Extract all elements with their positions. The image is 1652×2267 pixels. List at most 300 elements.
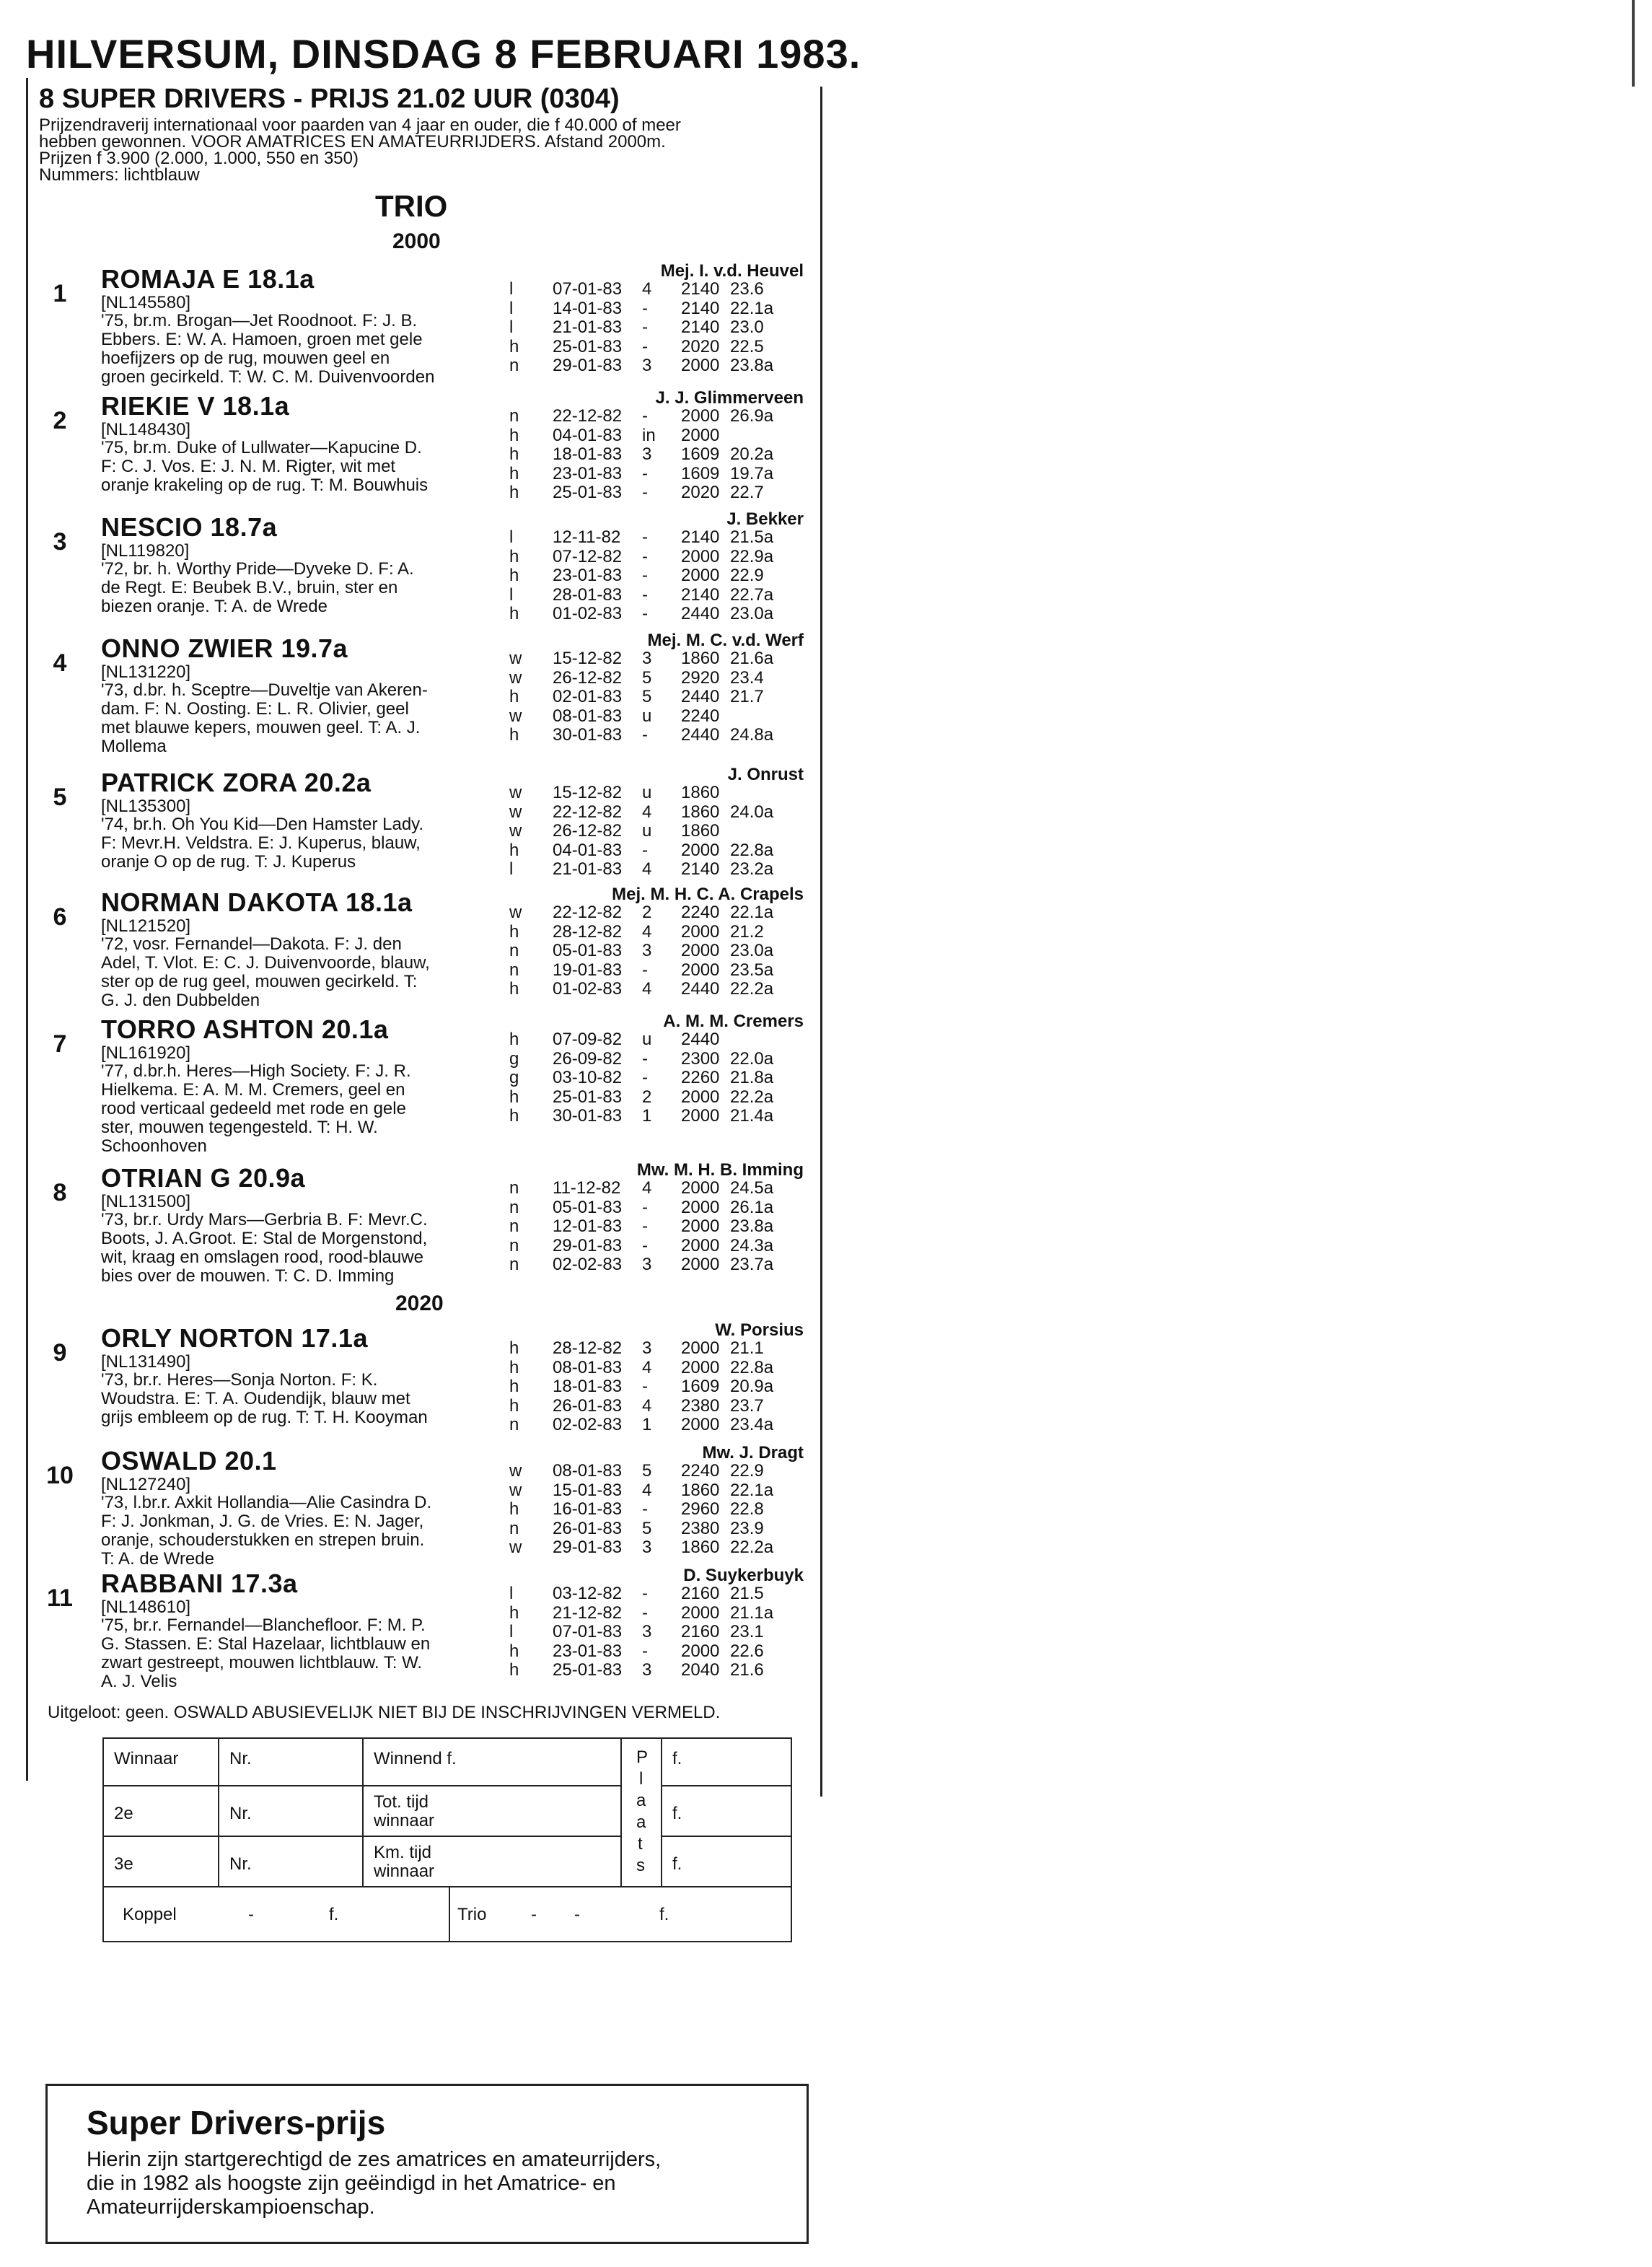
result-plaats-letter: s [636,1856,645,1875]
description-line: rood verticaal gedeeld met rode en gele [101,1099,406,1118]
horse-number: 8 [53,1179,67,1206]
result-f-label: f. [672,1804,682,1823]
description-line: '73, d.br. h. Sceptre—Duveltje van Akeren- [101,680,428,700]
form-time: 22.0a [730,1048,774,1069]
form-time: 22.2a [730,979,774,999]
form-place: 5 [642,667,652,688]
form-time: 21.2 [730,921,764,942]
result-form-cell [219,1739,364,1786]
form-row [505,1339,808,1359]
horse-number: 11 [47,1584,73,1612]
form-date: 14-01-83 [553,298,623,318]
form-track: n [509,1255,519,1274]
form-place: - [642,1499,648,1519]
result-km-tijd-label: winnaar [374,1862,435,1881]
horse-name: RABBANI 17.3a [101,1569,298,1598]
form-place: - [642,336,648,356]
form-row [505,961,808,981]
form-row [505,1538,808,1558]
driver-name: J. Onrust [727,765,804,784]
driver-name: A. M. M. Cremers [663,1012,804,1031]
form-place: 1 [642,1415,652,1434]
form-track: w [509,1461,522,1481]
form-row [505,1642,808,1662]
form-track: l [509,859,514,879]
form-distance: 2000 [681,406,720,426]
description-line: '73, br.r. Heres—Sonja Norton. F: K. [101,1370,378,1390]
result-form-cell [364,1786,622,1837]
horse-registration: [NL148610] [101,1597,191,1617]
horse-number: 4 [53,649,67,677]
form-row [505,465,808,484]
form-distance: 1860 [681,802,720,822]
horse-name: ROMAJA E 18.1a [101,264,315,294]
form-time: 21.6a [730,649,774,668]
form-place: in [642,425,656,445]
form-track: w [509,1480,522,1500]
form-time: 19.7a [730,463,774,483]
form-date: 26-01-83 [553,1518,623,1538]
form-place: 2 [642,1087,652,1107]
form-place: u [642,783,652,802]
form-row [505,649,808,669]
form-place: - [642,960,648,980]
description-line: '73, l.br.r. Axkit Hollandia—Alie Casindra D. [101,1493,432,1512]
horse-registration: [NL135300] [101,797,191,816]
result-form-cell [104,1786,219,1837]
info-box [45,2084,809,2244]
form-time: 22.7a [730,584,774,605]
horse-description [101,560,501,616]
form-place: - [642,406,648,426]
horse-number: 2 [53,407,67,434]
form-place: 3 [642,1338,652,1358]
form-distance: 2440 [681,1030,720,1049]
form-time: 22.9 [730,1461,764,1481]
form-date: 26-12-82 [553,667,623,688]
form-time: 22.5 [730,336,764,356]
form-date: 25-01-83 [553,1087,623,1107]
description-line: grijs embleem op de rug. T: T. H. Kooyman [101,1408,428,1427]
form-row [505,942,808,961]
driver-name: J. Bekker [726,509,804,529]
form-distance: 2000 [681,941,720,960]
form-date: 05-01-83 [553,1197,623,1217]
form-row [505,299,808,319]
form-time: 21.8a [730,1068,774,1087]
form-row [505,923,808,942]
result-form-cell [104,1837,219,1887]
result-plaats-letter: a [636,1812,646,1832]
description-line: '72, br. h. Worthy Pride—Dyveke D. F: A. [101,559,414,579]
form-place: - [642,840,648,860]
description-line: met blauwe kepers, mouwen geel. T: A. J. [101,718,421,737]
form-distance: 2160 [681,1584,720,1603]
horse-registration: [NL131220] [101,662,191,682]
form-row [505,1604,808,1623]
left-border-line [26,78,28,1781]
form-date: 01-02-83 [553,979,623,999]
form-row [505,903,808,923]
form-distance: 2140 [681,859,720,879]
form-date: 26-09-82 [553,1048,623,1069]
description-line: zwart gestreept, mouwen lichtblauw. T: W. [101,1653,423,1672]
form-distance: 2440 [681,687,720,706]
form-date: 23-01-83 [553,463,623,483]
form-distance: 1609 [681,463,720,483]
form-track: w [509,667,522,688]
result-plaats-cell [622,1739,662,1887]
form-distance: 2000 [681,1255,720,1274]
form-place: 5 [642,1461,652,1481]
form-time: 26.9a [730,406,774,426]
form-distance: 2380 [681,1518,720,1538]
form-row [505,1661,808,1680]
driver-name: Mw. J. Dragt [702,1443,804,1463]
form-row [505,1500,808,1520]
form-date: 15-12-82 [553,783,623,802]
form-date: 23-01-83 [553,1641,623,1661]
horse-description [101,1211,501,1286]
form-row [505,1377,808,1397]
driver-name: Mej. I. v.d. Heuvel [660,261,804,281]
form-row [505,1107,808,1126]
form-track: h [509,336,519,356]
description-line: F: J. Jonkman, J. G. de Vries. E: N. Jager, [101,1512,424,1531]
form-time: 22.1a [730,903,774,922]
form-table [505,784,808,880]
description-line: Hielkema. E: A. M. M. Cremers, geel en [101,1080,405,1100]
form-place: u [642,821,652,841]
form-track: n [509,1197,519,1217]
form-time: 20.2a [730,444,774,464]
form-time: 23.9 [730,1518,764,1538]
race-conditions-line: Prijzen f 3.900 (2.000, 1.000, 550 en 350) [39,149,359,168]
form-date: 07-01-83 [553,279,623,299]
form-distance: 1860 [681,1480,720,1500]
form-place: - [642,584,648,605]
form-distance: 1609 [681,1377,720,1396]
form-track: h [509,1377,519,1396]
form-row [505,338,808,357]
horse-description [101,815,501,872]
form-distance: 2140 [681,584,720,605]
form-row [505,803,808,823]
form-distance: 2000 [681,425,720,445]
description-line: '75, br.m. Brogan—Jet Roodnoot. F: J. B. [101,311,418,330]
form-time: 23.1 [730,1622,764,1641]
form-distance: 2000 [681,1235,720,1255]
horse-number: 1 [53,280,67,307]
form-date: 02-01-83 [553,687,623,706]
form-time: 24.3a [730,1235,774,1255]
horse-registration: [NL148430] [101,420,191,439]
form-distance: 2160 [681,1622,720,1641]
form-place: 4 [642,921,652,942]
form-row [505,1030,808,1050]
form-place: 4 [642,859,652,879]
form-track: n [509,1216,519,1236]
form-date: 18-01-83 [553,1377,623,1396]
form-place: - [642,1197,648,1217]
form-track: h [509,444,519,464]
form-table [505,407,808,503]
form-time: 24.8a [730,725,774,745]
form-date: 25-01-83 [553,336,623,356]
horse-name: ORLY NORTON 17.1a [101,1323,368,1353]
form-track: l [509,584,514,605]
form-track: h [509,1641,519,1661]
form-table [505,1339,808,1435]
form-distance: 2000 [681,1357,720,1377]
form-date: 08-01-83 [553,1357,623,1377]
form-date: 29-01-83 [553,1538,623,1557]
result-koppel-label: Koppel [123,1905,177,1924]
form-distance: 2240 [681,1461,720,1481]
form-row [505,356,808,376]
driver-name: Mej. M. C. v.d. Werf [647,631,804,650]
description-line: dam. F: N. Oosting. E: L. R. Olivier, geel [101,699,409,719]
form-time: 21.1a [730,1602,774,1623]
form-time: 21.6 [730,1660,764,1680]
result-form-cell [219,1837,364,1887]
form-place: 4 [642,802,652,822]
form-time: 22.2a [730,1538,774,1557]
form-time: 23.5a [730,960,774,980]
form-date: 26-01-83 [553,1395,623,1416]
form-track: n [509,960,519,980]
driver-name: Mej. M. H. C. A. Crapels [612,885,804,904]
horse-description [101,935,501,1010]
horse-registration: [NL121520] [101,916,191,936]
form-distance: 2380 [681,1395,720,1416]
horse-name: OTRIAN G 20.9a [101,1163,306,1193]
form-distance: 2000 [681,1106,720,1126]
form-row [505,483,808,503]
result-tot-tijd-label: winnaar [374,1811,435,1830]
form-distance: 2440 [681,979,720,999]
form-track: w [509,783,522,802]
form-place: 3 [642,356,652,375]
description-line: oranje, schouderstukken en strepen bruin. [101,1530,425,1550]
form-track: h [509,979,519,999]
horse-name: PATRICK ZORA 20.2a [101,768,372,797]
form-date: 07-01-83 [553,1622,623,1641]
form-track: h [509,1106,519,1126]
form-date: 05-01-83 [553,941,623,960]
form-date: 29-01-83 [553,1235,623,1255]
form-date: 01-02-83 [553,604,623,623]
form-row [505,784,808,803]
horse-registration: [NL119820] [101,541,190,561]
form-date: 15-01-83 [553,1480,623,1500]
form-place: - [642,725,648,745]
form-distance: 2140 [681,298,720,318]
form-place: 3 [642,941,652,960]
race-heading: 8 SUPER DRIVERS - PRIJS 21.02 UUR (0304) [39,84,620,114]
form-track: h [509,840,519,860]
form-distance: 2000 [681,356,720,375]
result-dash: - [248,1905,254,1924]
form-place: - [642,546,648,566]
description-line: '73, br.r. Urdy Mars—Gerbria B. F: Mevr.C. [101,1210,428,1229]
result-f-label: f. [329,1905,339,1924]
form-date: 28-12-82 [553,1338,623,1358]
form-row [505,318,808,338]
form-place: 1 [642,1106,652,1126]
form-row [505,1623,808,1642]
form-distance: 1860 [681,821,720,841]
horse-registration: [NL145580] [101,293,191,312]
race-conditions-line: hebben gewonnen. VOOR AMATRICES EN AMATEURRIJDERS. Afstand 2000m. [39,132,666,152]
form-track: h [509,921,519,942]
result-form-cell [364,1837,622,1887]
description-line: oranje O op de rug. T: J. Kuperus [101,852,356,872]
form-row [505,1179,808,1198]
form-date: 25-01-83 [553,483,623,502]
description-line: de Regt. E: Beubek B.V., bruin, ster en [101,578,398,597]
form-date: 19-01-83 [553,960,623,980]
form-distance: 2000 [681,1178,720,1198]
form-track: h [509,1660,519,1680]
form-place: - [642,1048,648,1069]
form-row [505,548,808,567]
description-line: '75, br.r. Fernandel—Blanchefloor. F: M. P. [101,1615,426,1635]
result-tot-tijd-label: Tot. tijd [374,1792,429,1812]
form-date: 02-02-83 [553,1255,623,1274]
form-date: 28-12-82 [553,921,623,942]
form-place: - [642,527,648,547]
form-track: h [509,425,519,445]
form-table [505,1030,808,1126]
form-place: - [642,463,648,483]
description-line: oranje krakeling op de rug. T: M. Bouwhuis [101,475,429,495]
form-track: h [509,687,519,706]
form-date: 12-01-83 [553,1216,623,1236]
form-table [505,528,808,624]
form-distance: 2240 [681,706,720,726]
form-track: h [509,463,519,483]
description-line: bies over de mouwen. T: C. D. Imming [101,1266,395,1286]
form-track: h [509,483,519,502]
form-place: - [642,298,648,318]
result-plaats-letter: l [639,1769,643,1789]
form-track: l [509,317,514,337]
form-distance: 2000 [681,546,720,566]
form-distance: 2440 [681,725,720,745]
form-distance: 2000 [681,1415,720,1434]
form-place: 3 [642,1660,652,1680]
description-line: Woudstra. E: T. A. Oudendijk, blauw met [101,1389,410,1408]
form-time: 22.8 [730,1499,764,1519]
result-trio-label: Trio [457,1905,487,1924]
form-time: 21.7 [730,687,764,706]
horse-description [101,681,501,756]
driver-name: Mw. M. H. B. Imming [636,1160,804,1180]
form-track: l [509,1622,514,1641]
horse-number: 10 [46,1462,74,1489]
form-row [505,1397,808,1416]
result-form-table [102,1737,792,1942]
form-track: h [509,1499,519,1519]
form-place: 4 [642,1357,652,1377]
result-nr-label: Nr. [229,1854,252,1874]
form-date: 03-10-82 [553,1068,623,1087]
result-form-cell [104,1739,219,1786]
form-row [505,1359,808,1378]
form-row [505,688,808,707]
horse-name: NORMAN DAKOTA 18.1a [101,887,413,917]
form-row [505,1255,808,1275]
horse-name: ONNO ZWIER 19.7a [101,633,348,663]
form-row [505,822,808,841]
description-line: G. J. den Dubbelden [101,991,260,1010]
form-row [505,1088,808,1108]
form-place: - [642,1377,648,1396]
form-place: - [642,1235,648,1255]
form-track: n [509,1518,519,1538]
form-date: 04-01-83 [553,425,623,445]
result-form-cell [662,1837,791,1887]
form-track: h [509,725,519,745]
form-date: 22-12-82 [553,802,623,822]
form-place: - [642,604,648,623]
form-place: 4 [642,1178,652,1198]
form-place: 5 [642,1518,652,1538]
withdrawal-note: Uitgeloot: geen. OSWALD ABUSIEVELIJK NIET BIJ DE INSCHRIJVINGEN VERMELD. [48,1703,721,1722]
form-distance: 2920 [681,667,720,688]
form-track: n [509,941,519,960]
form-date: 02-02-83 [553,1415,623,1434]
form-date: 28-01-83 [553,584,623,605]
result-koppel-cell [104,1887,450,1941]
form-place: 3 [642,1255,652,1274]
horse-registration: [NL131500] [101,1192,191,1211]
form-date: 21-12-82 [553,1602,623,1623]
horse-number: 5 [53,784,67,811]
form-time: 22.8a [730,1357,774,1377]
horse-registration: [NL161920] [101,1043,191,1063]
form-time: 26.1a [730,1197,774,1217]
form-time: 23.8a [730,1216,774,1236]
form-row [505,280,808,299]
form-time: 23.7a [730,1255,774,1274]
page-title: HILVERSUM, DINSDAG 8 FEBRUARI 1983. [26,31,861,76]
description-line: Ebbers. E: W. A. Hamoen, groen met gele [101,330,423,349]
form-row [505,407,808,426]
form-date: 12-11-82 [553,527,621,547]
horse-name: NESCIO 18.7a [101,512,278,542]
form-time: 24.0a [730,802,774,822]
form-row [505,1217,808,1237]
form-place: 4 [642,1395,652,1416]
form-date: 30-01-83 [553,725,623,745]
form-place: 4 [642,279,652,299]
form-date: 18-01-83 [553,444,623,464]
horse-number: 3 [53,528,67,556]
form-track: h [509,1395,519,1416]
form-date: 23-01-83 [553,566,623,585]
description-line: ster op de rug geel, mouwen gecirkeld. T: [101,972,418,991]
description-line: G. Stassen. E: Stal Hazelaar, lichtblauw en [101,1634,431,1654]
form-track: g [509,1068,519,1087]
horse-registration: [NL131490] [101,1352,191,1372]
form-distance: 2140 [681,279,720,299]
horse-name: OSWALD 20.1 [101,1446,277,1475]
form-row [505,860,808,880]
form-row [505,445,808,465]
form-time: 24.5a [730,1178,774,1198]
